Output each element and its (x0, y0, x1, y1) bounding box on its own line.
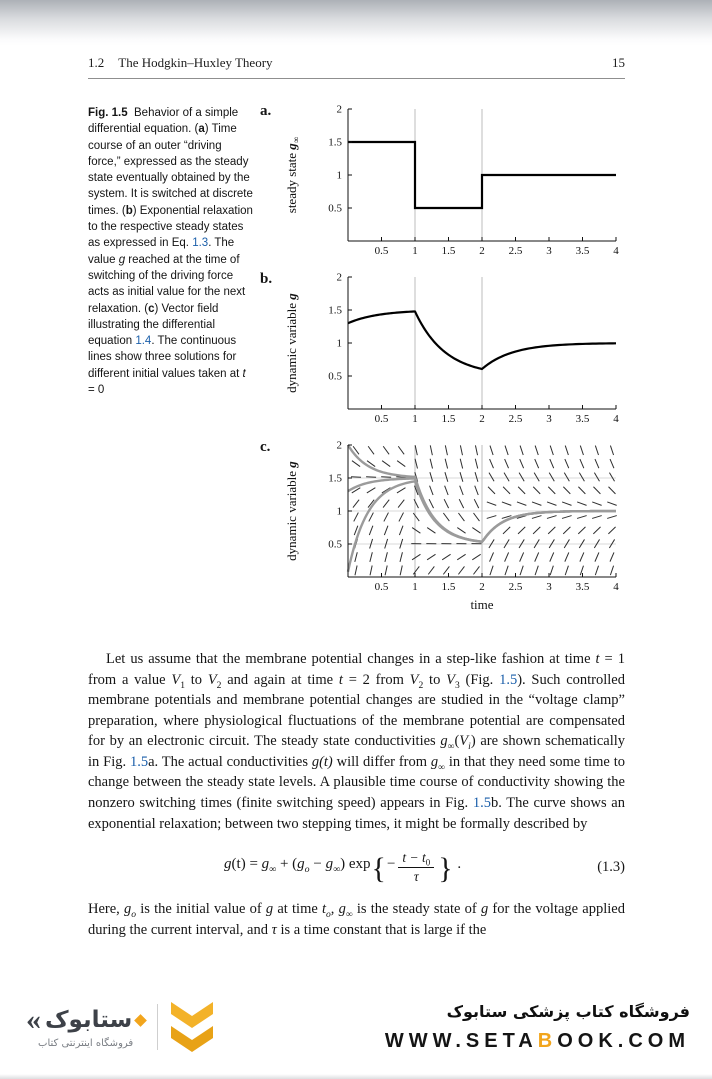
text-segment: is the steady state of (352, 901, 481, 918)
svg-text:3.5: 3.5 (575, 581, 590, 593)
logo-divider (157, 1004, 158, 1050)
text-segment: to (423, 671, 447, 688)
figure-charts (260, 101, 625, 621)
y-axis-label: dynamic variable g (284, 461, 299, 561)
text-segment: is the initial value of (136, 901, 266, 918)
chart-panel-c (260, 437, 625, 615)
chart-c (282, 437, 625, 615)
text-segment: will differ from (332, 753, 431, 770)
eq-fraction: $\frac{t - t_0}{\tau}$ (398, 850, 434, 885)
chart-panel-b (260, 269, 625, 431)
ref-link[interactable]: 1.5 (499, 671, 518, 688)
eq-term: g (224, 856, 232, 873)
svg-text:0.5: 0.5 (328, 202, 342, 215)
chart-letter-c: c. (260, 439, 271, 455)
logo-tagline: فروشگاه اینترنتی کتاب (38, 1038, 134, 1049)
chart-b (282, 269, 625, 431)
text-segment: a (198, 123, 205, 136)
svg-text:2: 2 (336, 103, 342, 116)
website-url: WWW.SETABOOK.COM (384, 1029, 690, 1052)
svg-text:3.5: 3.5 (575, 413, 590, 425)
section-title: The Hodgkin–Huxley Theory (118, 55, 273, 70)
text-segment: t (595, 651, 600, 667)
svg-text:1.5: 1.5 (328, 136, 342, 149)
text-segment: Fig. 1.5 (88, 107, 128, 119)
text-segment: to (184, 671, 208, 688)
text-segment: g (265, 901, 274, 918)
text-segment: a. The actual conductivities (148, 753, 312, 770)
text-segment: t (338, 671, 343, 688)
ref-link[interactable]: 1.4 (135, 335, 152, 348)
eq-term: (t) = (231, 856, 262, 873)
svg-text:1.5: 1.5 (441, 581, 456, 593)
text-segment: Here, (88, 901, 124, 918)
text-segment: at time (273, 901, 322, 918)
eq-term: g (261, 856, 270, 873)
svg-text:1.5: 1.5 (441, 245, 456, 257)
svg-text:2: 2 (336, 439, 342, 452)
x-axis-label: time (470, 597, 494, 612)
svg-text:1.5: 1.5 (328, 472, 342, 485)
svg-text:0.5: 0.5 (328, 370, 342, 383)
text-segment: . The continuous lines show three solutions for different initial values taken at (88, 335, 243, 380)
text-segment: = 2 from (342, 671, 410, 688)
svg-text:3: 3 (546, 581, 552, 593)
text-segment: 3 (454, 679, 460, 691)
svg-text:4: 4 (613, 413, 619, 425)
chart-panel-a (260, 101, 625, 263)
svg-text:2: 2 (336, 271, 342, 284)
text-segment: t (321, 901, 327, 918)
text-segment: b. The curve shows an exponential relaxation; between two stepping times, it might be formally described by (88, 795, 625, 832)
eq-subscript: ∞ (269, 864, 277, 876)
text-segment: ( (454, 733, 460, 750)
text-segment: V (171, 671, 181, 688)
section-number: 1.2 (88, 55, 105, 70)
text-segment: reached at the time of switching of the driving force acts as initial value for the next relaxation. ( (88, 253, 246, 315)
equation (88, 850, 597, 885)
footer-text-block (385, 1002, 690, 1053)
store-title: فروشگاه کتاب پزشکی ستابوک (446, 1001, 690, 1021)
svg-text:1: 1 (336, 169, 342, 182)
svg-text:0.5: 0.5 (328, 538, 342, 551)
eq-term: ) (340, 856, 349, 873)
body-paragraph-1 (88, 649, 625, 834)
text-segment: and again at time (221, 671, 339, 688)
y-axis-label: dynamic variable g (284, 293, 299, 393)
eq-term: − (309, 856, 326, 873)
text-segment: t (242, 367, 246, 380)
equation-1-3 (88, 850, 625, 885)
svg-text:2.5: 2.5 (508, 581, 523, 593)
chart-letter-b: b. (260, 271, 273, 287)
text-segment: Behavior of a simple differential equation. ( (88, 107, 239, 136)
text-segment: g (430, 753, 439, 770)
logo-diamond-icon (134, 1014, 147, 1027)
text-segment: ) Vector field illustrating the differential equation (88, 302, 219, 348)
text-segment: V (446, 671, 455, 688)
figure-1-5 (88, 101, 625, 621)
text-segment: for the voltage applied during the current interval, and (88, 901, 625, 938)
text-segment: ) Exponential relaxation to the respective steady states as expressed in Eq. (88, 204, 253, 250)
text-segment: = 0 (88, 384, 105, 397)
text-segment: c (148, 302, 155, 315)
text-segment: ∞ (345, 909, 353, 921)
text-segment: is a time constant that is large if the (276, 921, 487, 938)
figure-caption (88, 101, 254, 621)
svg-text:2: 2 (479, 413, 485, 425)
svg-text:4: 4 (613, 581, 619, 593)
text-segment: o (131, 909, 137, 921)
eq-term: + ( (276, 856, 298, 873)
text-segment: V (207, 671, 217, 688)
chart-a (282, 101, 625, 263)
y-axis-label: steady state $g_\infty$ (284, 136, 301, 214)
page-number: 15 (612, 55, 625, 70)
text-segment: b (125, 204, 133, 217)
svg-text:0.5: 0.5 (374, 413, 389, 425)
svg-text:2: 2 (479, 245, 485, 257)
svg-text:3: 3 (546, 245, 552, 257)
text-segment: τ (271, 921, 277, 938)
svg-text:1: 1 (336, 505, 342, 518)
svg-text:1: 1 (412, 245, 418, 257)
text-segment: g (480, 901, 489, 918)
eq-brace: { (371, 852, 386, 886)
eq-term: − (386, 856, 396, 873)
text-segment: ∞ (438, 761, 445, 773)
text-segment: = 1 from a value (88, 651, 625, 688)
gridlines (415, 277, 482, 409)
tick-labels (328, 272, 619, 426)
eq-term: g (325, 856, 334, 873)
svg-text:2: 2 (479, 581, 485, 593)
svg-text:1.5: 1.5 (441, 413, 456, 425)
text-segment: V (459, 733, 469, 750)
svg-text:0.5: 0.5 (374, 245, 389, 257)
setabook-logo (26, 1001, 214, 1053)
text-segment: ) are shown schematically in Fig. (88, 733, 626, 770)
text-segment: Let us assume that the membrane potential changes in a step-like fashion at time (106, 651, 596, 667)
tick-labels (328, 104, 619, 258)
publisher-footer (0, 985, 712, 1075)
equation-number: (1.3) (597, 859, 625, 876)
text-segment: ) Time course of an outer “driving force,” expressed as the steady state eventually obtained by the system. It is switched at discrete times. ( (88, 123, 253, 217)
svg-text:1: 1 (412, 413, 418, 425)
text-segment: in that they need some time to change between the steady state levels. A plausible time course of conductivity showing the nonzero switching times (finite switching speed) appears in Fig. (88, 753, 625, 812)
chart-letter-a: a. (260, 103, 272, 119)
svg-text:1: 1 (412, 581, 418, 593)
text-segment: (t) (319, 753, 333, 770)
text-segment: , (330, 901, 339, 918)
ref-link[interactable]: 1.3 (192, 237, 209, 250)
text-segment: i (468, 741, 471, 753)
text-segment: o (326, 909, 331, 921)
text-segment: 2 (216, 679, 222, 691)
eq-term: g (297, 856, 305, 873)
eq-brace: } (438, 852, 453, 886)
text-segment: 2 (418, 679, 424, 691)
logo-wordmark: ستابوک (45, 1007, 133, 1033)
logo-text-block (26, 1005, 145, 1049)
running-header (88, 55, 625, 79)
eq-subscript: ∞ (333, 864, 341, 876)
text-segment: 1 (180, 679, 185, 691)
text-segment: ). Such controlled membrane potentials and membrane potential changes are studied in the “voltage clamp” preparation, where physiological fluctuations of the membrane potential are compensated for by an electronic circuit. The steady state conductivities (88, 671, 625, 750)
eq-term: . (453, 856, 462, 873)
text-segment: g (440, 733, 448, 750)
ref-link[interactable]: 1.5 (472, 795, 491, 812)
text-segment: V (409, 671, 419, 688)
svg-text:1: 1 (336, 337, 342, 350)
text-segment: . The value (88, 237, 235, 266)
text-segment: g (124, 901, 132, 918)
eq-subscript: o (304, 864, 310, 876)
gridlines (415, 109, 482, 241)
text-segment: ∞ (447, 741, 455, 753)
page-bottom-shadow (0, 1074, 712, 1079)
svg-text:1.5: 1.5 (328, 304, 342, 317)
text-segment: g (311, 753, 320, 770)
eq-term: exp (348, 856, 371, 873)
body-paragraph-2 (88, 899, 625, 940)
chevron-emblem-icon (170, 1001, 214, 1053)
logo-chevrons-icon: « (26, 1003, 41, 1036)
svg-text:4: 4 (613, 245, 619, 257)
svg-text:3.5: 3.5 (575, 245, 590, 257)
svg-text:2.5: 2.5 (508, 245, 523, 257)
ref-link[interactable]: 1.5 (129, 753, 149, 770)
text-segment: g (338, 901, 346, 918)
svg-text:2.5: 2.5 (508, 413, 523, 425)
text-segment: (Fig. (459, 671, 500, 688)
svg-text:0.5: 0.5 (374, 581, 389, 593)
text-segment: g (118, 253, 126, 266)
svg-text:3: 3 (546, 413, 552, 425)
